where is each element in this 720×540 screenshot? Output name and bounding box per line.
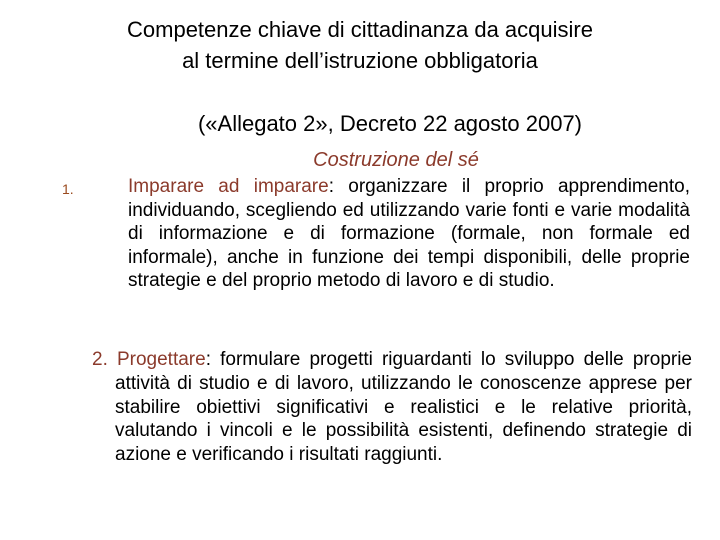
page-title (0, 14, 720, 76)
list-item-2-number: 2. (92, 349, 108, 370)
list-item-1-number: 1. (62, 181, 74, 197)
list-item-2-text (92, 348, 692, 467)
list-item-1-body: : organizzare il proprio apprendimento, individuando, scegliendo ed utilizzando varie fonti e varie modalità di informazione e di formazione (formale, non formale ed informale), anche in funzione dei tempi disponibili, delle proprie strategie e del proprio metodo di lavoro e di studio. (128, 176, 690, 292)
list-item-2 (92, 348, 692, 467)
list-item-2-keyword: Progettare (116, 349, 206, 370)
title-line-2: al termine dell’istruzione obbligatoria (182, 48, 538, 73)
section-heading: Costruzione del sé (313, 149, 479, 171)
list-item-1-text (94, 175, 690, 293)
list-item-1 (62, 175, 690, 293)
list-item-1-keyword: Imparare ad imparare (128, 176, 329, 197)
title-line-1: Competenze chiave di cittadinanza da acquisire (127, 17, 593, 42)
page-subtitle: («Allegato 2», Decreto 22 agosto 2007) (197, 111, 583, 136)
list-item-2-body: : formulare progetti riguardanti lo sviluppo delle proprie attività di studio e di lavoro, utilizzando le conoscenze apprese per stabilire obiettivi significativi e realistici e le relative priorità, valutando i vincoli e le possibilità esistenti, definendo strategie di azione e verificando i risultati raggiunti. (115, 349, 692, 466)
